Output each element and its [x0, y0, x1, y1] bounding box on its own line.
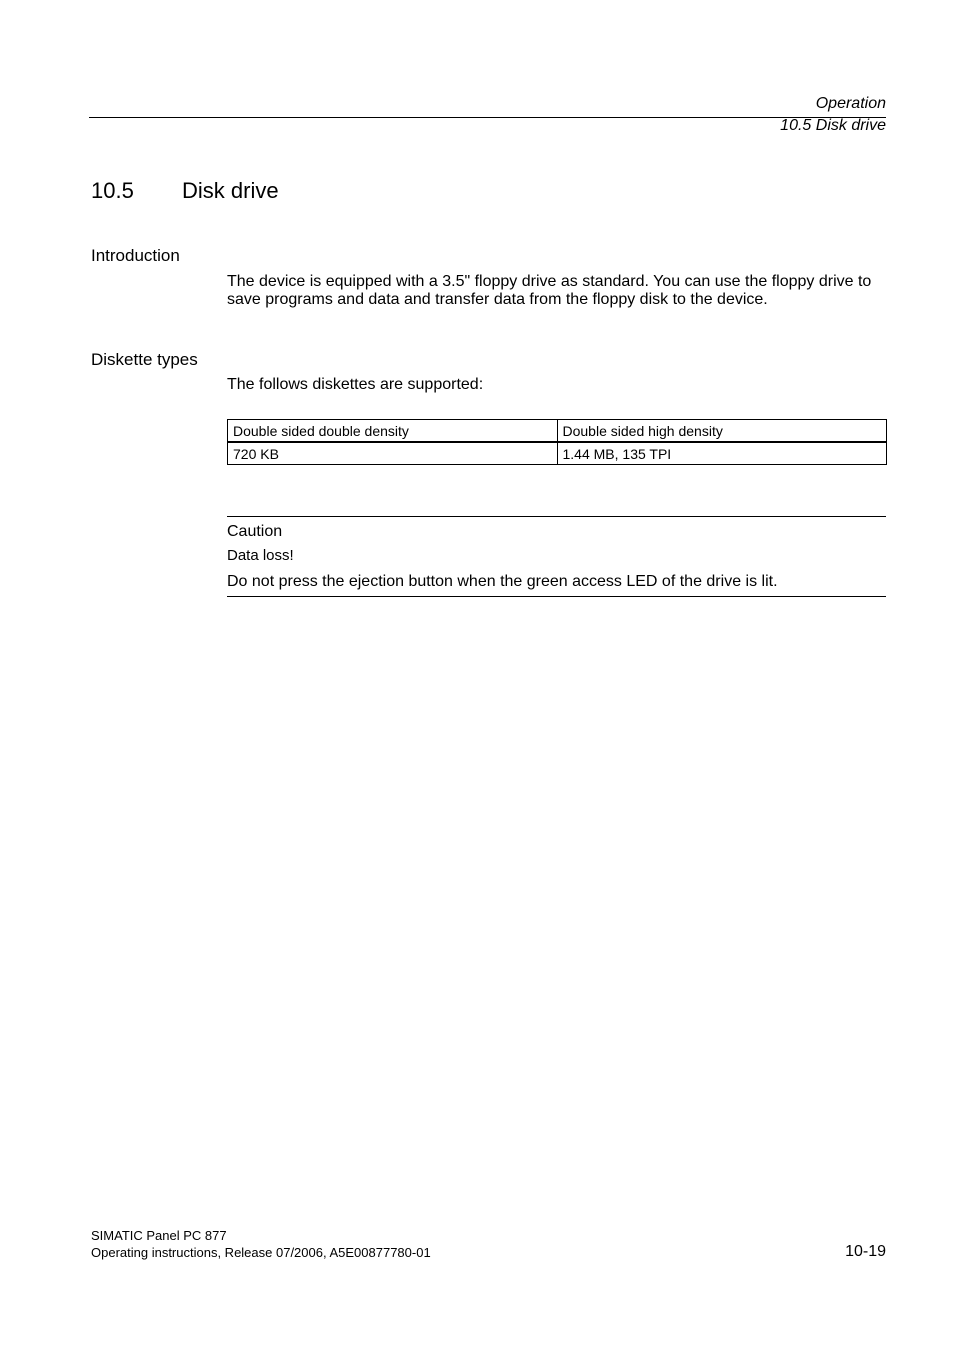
diskette-types-text: The follows diskettes are supported: [227, 376, 484, 393]
table-row [228, 442, 887, 465]
table-cell: 1.44 MB, 135 TPI [557, 442, 887, 465]
table-header-row [228, 420, 887, 443]
diskette-types-heading: Diskette types [91, 350, 198, 369]
table-header-cell: Double sided high density [557, 420, 887, 443]
footer-release: Operating instructions, Release 07/2006, A5E00877780-01 [91, 1245, 431, 1260]
caution-text: Do not press the ejection button when the green access LED of the drive is lit. [227, 573, 778, 590]
section-number: 10.5 [91, 178, 134, 203]
introduction-heading: Introduction [91, 246, 180, 265]
caution-top-rule [227, 516, 886, 517]
footer-product: SIMATIC Panel PC 877 [91, 1228, 227, 1243]
table-header-cell: Double sided double density [228, 420, 558, 443]
table-cell: 720 KB [228, 442, 558, 465]
caution-label: Caution [227, 523, 283, 540]
header-chapter: Operation [815, 95, 886, 112]
introduction-text: The device is equipped with a 3.5" floppy drive as standard. You can use the floppy drive to save programs and data and transfer data from the floppy disk to the device. [227, 273, 872, 308]
page-number: 10-19 [845, 1243, 886, 1260]
caution-title: Data loss! [227, 547, 294, 564]
diskette-table [227, 419, 887, 465]
header-rule [89, 117, 886, 118]
header-section: 10.5 Disk drive [780, 117, 886, 134]
caution-bottom-rule [227, 596, 886, 597]
section-title: Disk drive [182, 178, 279, 203]
